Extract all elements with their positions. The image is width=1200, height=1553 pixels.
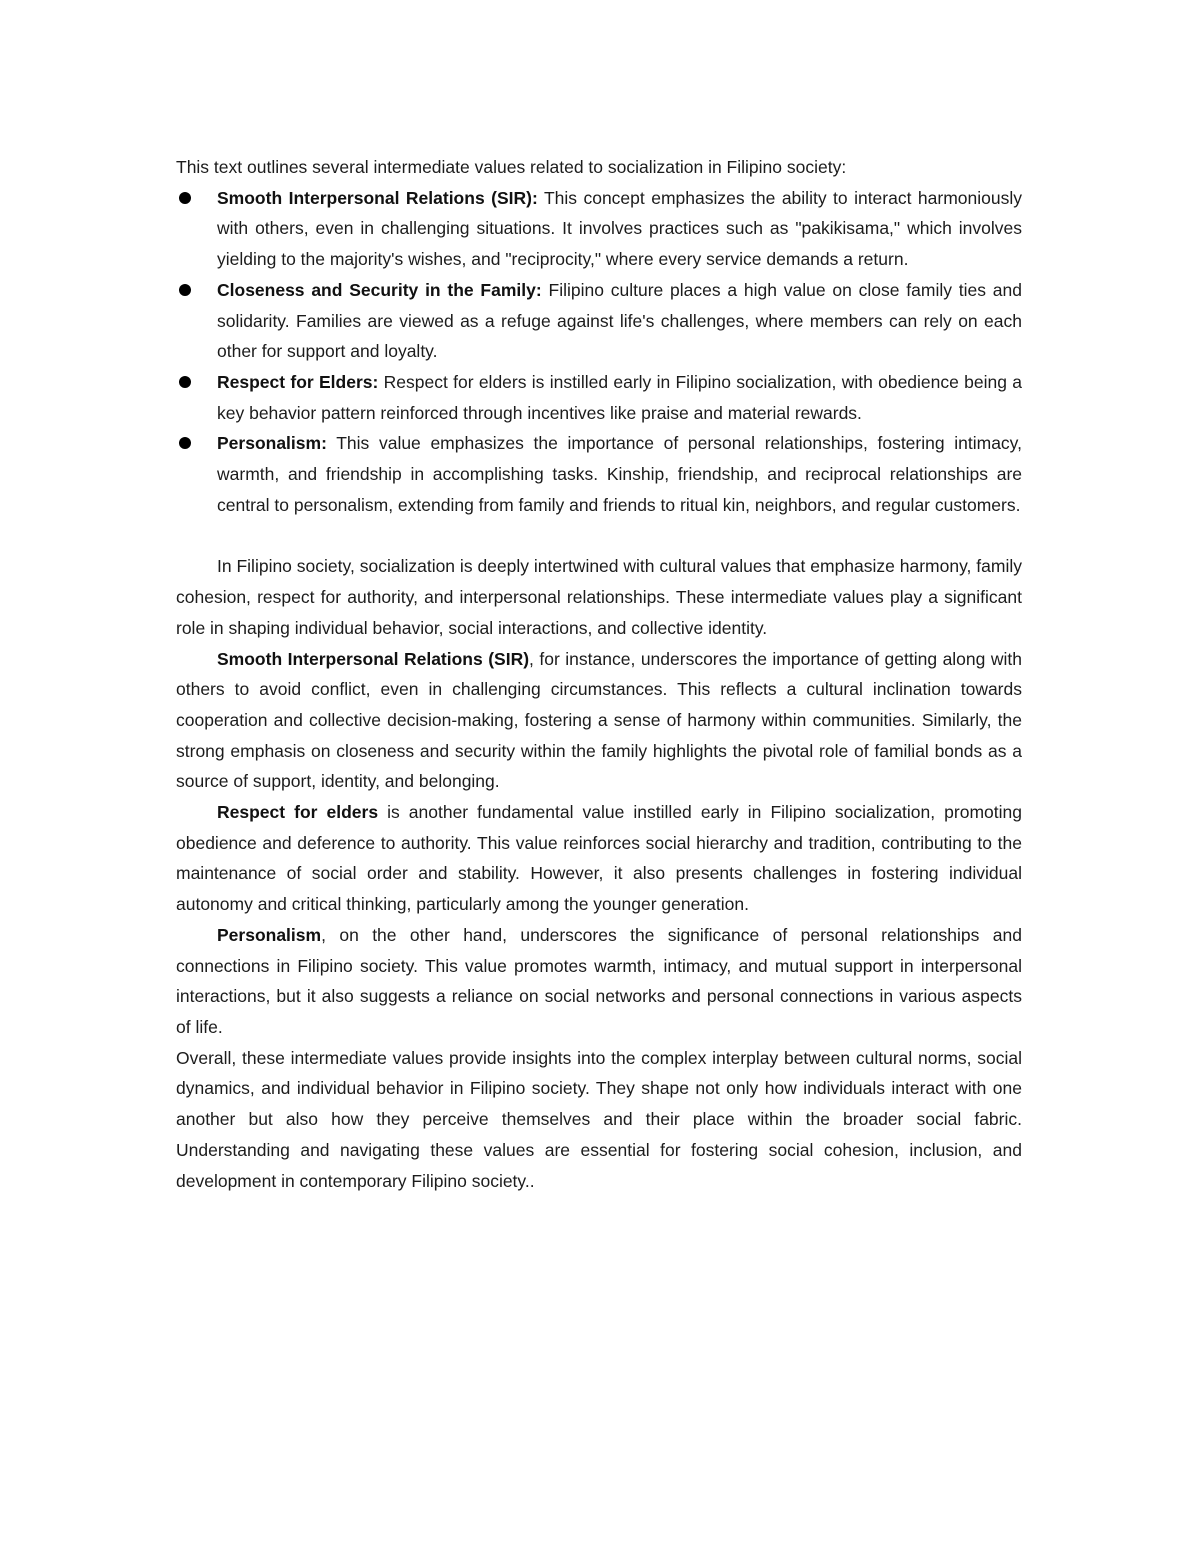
paragraph-conclusion: Overall, these intermediate values provide insights into the complex interplay between cultural norms, social dynamics, and individual behavior in Filipino society. They shape not only how individuals interact with one another but also how they perceive themselves and their place within the broader social fabric. Understanding and navigating these values are essential for fostering social cohesion, inclusion, and development in contemporary Filipino society..: [176, 1047, 1022, 1191]
paragraph-body: , on the other hand, underscores the significance of personal relationships and connections in Filipino society. This value promotes warmth, intimacy, and mutual support in interpersonal interactions, but it also suggests a reliance on social networks and personal connections in various aspects of life.: [176, 924, 1022, 1037]
bullet-icon: [179, 376, 191, 388]
paragraph-body: is another fundamental value instilled early in Filipino socialization, promoting obedience and deference to authority. This value reinforces social hierarchy and tradition, contributing to the maintenance of social order and stability. However, it also presents challenges in fostering individual autonomy and critical thinking, particularly among the younger generation.: [176, 802, 1022, 915]
bullet-icon: [179, 192, 191, 204]
value-description: This concept emphasizes the ability to interact harmoniously with others, even in challenging situations. It involves practices such as "pakikisama," which involves yielding to the majority's wishes, and "reciprocity," where every service demands a return.: [217, 187, 1022, 270]
list-item-elders: [176, 367, 1022, 428]
value-description: Filipino culture places a high value on close family ties and solidarity. Families are viewed as a refuge against life's challenges, where members can rely on each other for support and loyalty.: [217, 279, 1022, 362]
list-item-family: [176, 275, 1022, 367]
paragraph-term: Respect for elders: [217, 802, 379, 823]
paragraph-respect: [176, 797, 1022, 920]
intro-text: This text outlines several intermediate values related to socialization in Filipino society:: [176, 157, 847, 177]
paragraph-introduction: In Filipino society, socialization is deeply intertwined with cultural values that emphasize harmony, family cohesion, respect for authority, and interpersonal relationships. These intermediate values play a significant role in shaping individual behavior, social interactions, and collective identity.: [176, 556, 1022, 638]
paragraph-sir: [176, 644, 1022, 798]
paragraph-term: Smooth Interpersonal Relations (SIR): [217, 648, 530, 669]
value-term: Smooth Interpersonal Relations (SIR):: [217, 187, 538, 208]
document-page: [176, 152, 1022, 1196]
value-term: Respect for Elders:: [217, 371, 379, 392]
paragraph-personalism: [176, 920, 1022, 1043]
values-list: [176, 183, 1022, 521]
paragraph-term: Personalism: [217, 924, 322, 945]
paragraph-body: , for instance, underscores the importance of getting along with others to avoid conflict, even in challenging circumstances. This reflects a cultural inclination towards cooperation and collective decision-making, fostering a sense of harmony within communities. Similarly, the strong emphasis on closeness and security within the family highlights the pivotal role of familial bonds as a source of support, identity, and belonging.: [176, 648, 1022, 792]
value-description: This value emphasizes the importance of personal relationships, fostering intimacy, warmth, and friendship in accomplishing tasks. Kinship, friendship, and reciprocal relationships are central to personalism, extending from family and friends to ritual kin, neighbors, and regular customers.: [217, 433, 1022, 515]
list-item-personalism: [176, 428, 1022, 520]
bullet-icon: [179, 437, 191, 449]
value-term: Personalism:: [217, 433, 327, 454]
bullet-icon: [179, 284, 191, 296]
value-term: Closeness and Security in the Family:: [217, 279, 542, 300]
paragraph-spacer: [176, 520, 1022, 551]
value-description: Respect for elders is instilled early in Filipino socialization, with obedience being a key behavior pattern reinforced through incentives like praise and material rewards.: [217, 371, 1023, 423]
list-item-sir: [176, 183, 1022, 275]
